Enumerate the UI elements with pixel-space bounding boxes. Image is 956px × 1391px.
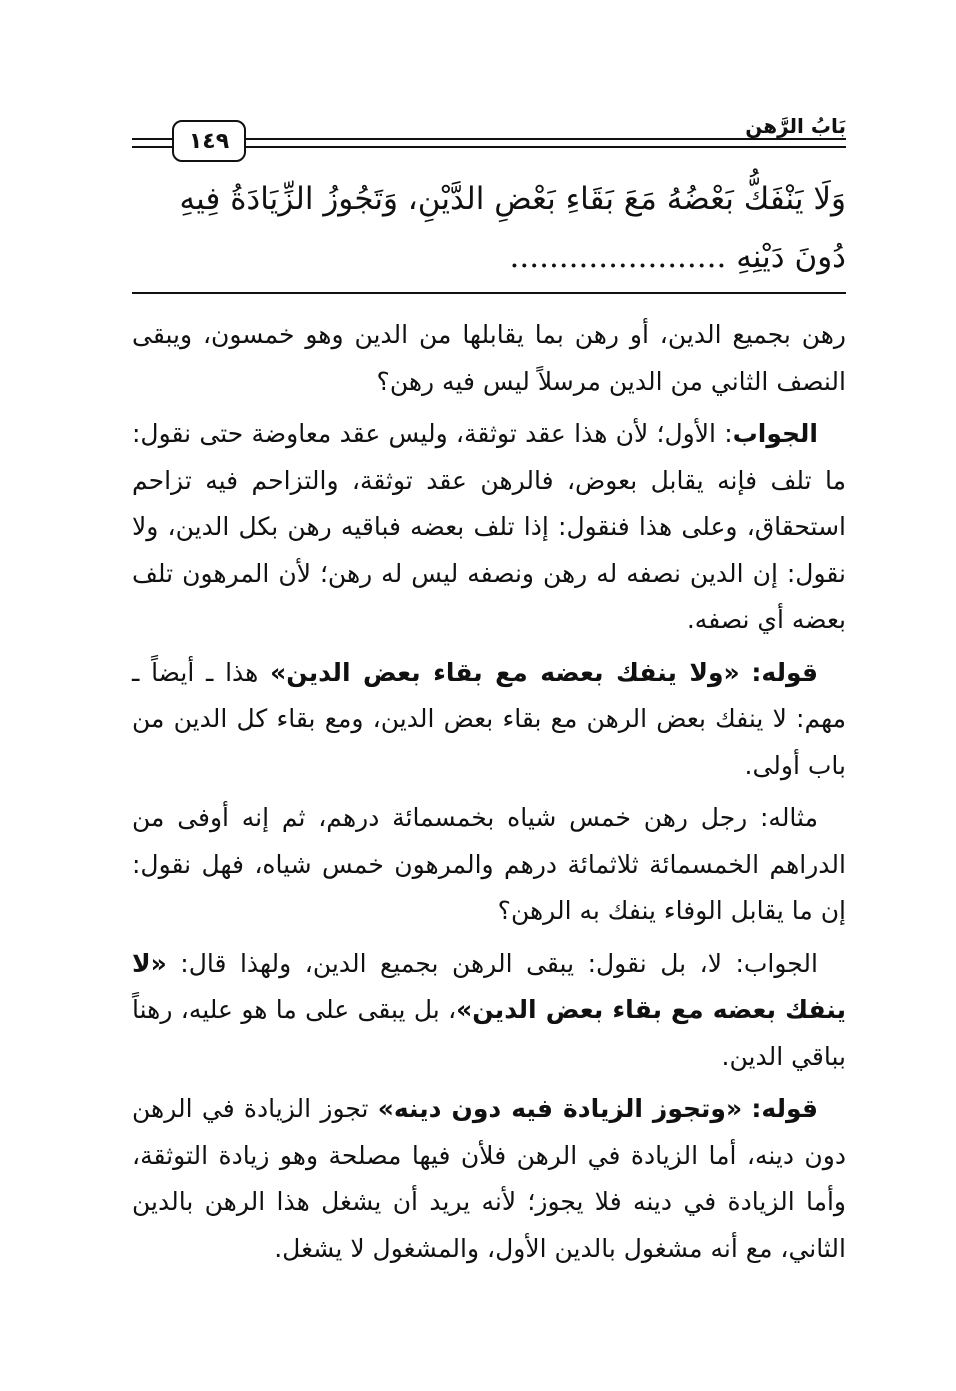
matn-quote-2: «لا ينفك بعضه مع بقاء بعض الدين» xyxy=(132,948,846,1024)
matn-line-2-text: دُونَ دَيْنِهِ xyxy=(736,239,846,275)
paragraph-6 xyxy=(132,1086,846,1272)
header-rule-left xyxy=(132,138,172,148)
paragraph-6-text: تجوز الزيادة في الرهن دون دينه، أما الزيادة في الرهن فلأن فيها مصلحة وهو زيادة التوثقة، وأما الزيادة في دينه فلا يجوز؛ لأنه يريد أن يشغل هذا الرهن بالدين الثاني، مع أنه مشغول بالدين الأول، والمشغول لا يشغل. xyxy=(132,1094,846,1263)
matn-line-1: وَلَا يَنْفَكُّ بَعْضُهُ مَعَ بَقَاءِ بَعْضِ الدَّيْنِ، وَتَجُوزُ الزِّيَادَةُ فِيهِ xyxy=(179,181,846,217)
paragraph-5 xyxy=(132,941,846,1081)
paragraph-3 xyxy=(132,650,846,790)
matn-text xyxy=(132,170,846,286)
page-header xyxy=(132,110,846,160)
paragraph-5-text-a: الجواب: لا، بل نقول: يبقى الرهن بجميع الدين، ولهذا قال: xyxy=(166,948,818,978)
chapter-title: بَابُ الرَّهن xyxy=(745,114,846,138)
header-rule-right xyxy=(244,138,846,148)
paragraph-2 xyxy=(132,411,846,644)
qawluhu-label-2: قوله: xyxy=(751,1094,818,1123)
paragraph-1: رهن بجميع الدين، أو رهن بما يقابلها من الدين وهو خمسون، ويبقى النصف الثاني من الدين مرسلاً ليس فيه رهن؟ xyxy=(132,320,846,396)
paragraph-4: مثاله: رجل رهن خمس شياه بخمسمائة درهم، ثم إنه أوفى من الدراهم الخمسمائة ثلاثمائة درهم والمرهون خمس شياه، فهل نقول: إن ما يقابل الوفاء ينفك به الرهن؟ xyxy=(132,803,846,925)
paragraph-3-text: هذا ـ أيضاً ـ مهم: لا ينفك بعض الرهن مع بقاء بعض الدين، ومع بقاء كل الدين من باب أولى. xyxy=(132,657,846,780)
page-number: ١٤٩ xyxy=(172,120,246,162)
qawluhu-label-1: قوله: xyxy=(751,657,819,687)
matn-quote-3: «وتجوز الزيادة فيه دون دينه» xyxy=(377,1094,743,1123)
matn-line-2 xyxy=(132,228,846,286)
matn-dots: ...................... xyxy=(509,239,727,275)
paragraph-2-text: : الأول؛ لأن هذا عقد توثقة، وليس عقد معاوضة حتى نقول: ما تلف فإنه يقابل بعوض، فالرهن عقد توثقة، والتزاحم فيه تزاحم استحقاق، وعلى هذا فنقول: إذا تلف بعضه فباقيه رهن بكل الدين، ولا نقول: إن الدين نصفه له رهن ونصفه ليس له رهن؛ لأن المرهون تلف بعضه أي نصفه. xyxy=(132,419,846,634)
answer-label: الجواب xyxy=(732,419,818,448)
commentary-body xyxy=(132,312,846,1278)
paragraph-5-text-b: ، بل يبقى على ما هو عليه، رهناً بباقي الدين. xyxy=(132,995,846,1071)
matn-quote-1: «ولا ينفك بعضه مع بقاء بعض الدين» xyxy=(270,657,740,687)
separator-rule xyxy=(132,292,846,294)
